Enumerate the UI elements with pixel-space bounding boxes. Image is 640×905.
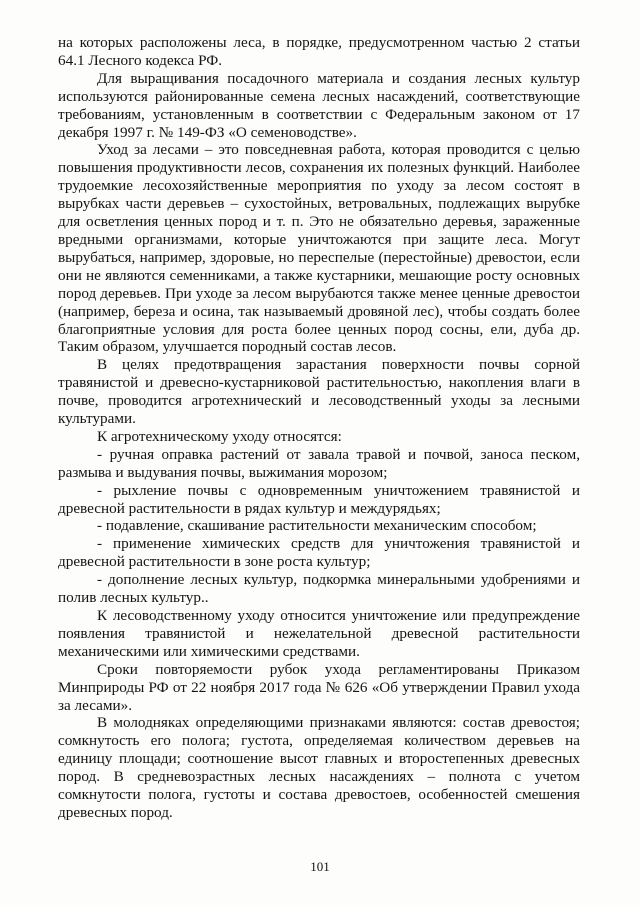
- paragraph: Уход за лесами – это повседневная работа, которая проводится с целью повышения продуктивности лесов, сохранения их полезных функций. Наиболее трудоемкие лесохозяйственные мероприятия по уходу за лесом состоят в вырубках части деревьев – сухостойных, ветровальных, подлежащих вырубке для осветления ценных пород и т. п. Это не обязательно деревья, зараженные вредными организмами, которые уничтожаются при защите леса. Могут вырубаться, например, здоровые, но переспелые (перестойные) древостои, если они не являются семенниками, а также кустарники, мешающие росту основных пород деревьев. При уходе за лесом вырубаются также менее ценные древостои (например, береза и осина, так называемый дровяной лес), чтобы создать более благоприятные условия для роста более ценных пород сосны, ели, дуба др. Таким образом, улучшается породный состав лесов.: [58, 141, 580, 356]
- paragraph: В целях предотвращения зарастания поверхности почвы сорной травянистой и древесно-кустарниковой растительностью, накопления влаги в почве, проводится агротехнический и лесоводственный уходы за лесными культурами.: [58, 356, 580, 428]
- paragraph: на которых расположены леса, в порядке, предусмотренном частью 2 статьи 64.1 Лесного кодекса РФ.: [58, 34, 580, 69]
- list-item: - дополнение лесных культур, подкормка минеральными удобрениями и полив лесных культур..: [58, 571, 580, 607]
- paragraph: Для выращивания посадочного материала и создания лесных культур используются районированные семена лесных насаждений, соответствующие требованиям, установленным в соответствии с Федеральным законом от 17 декабря 1997 г. № 149-ФЗ «О семеноводстве».: [58, 69, 580, 141]
- paragraph: К агротехническому уходу относятся:: [97, 427, 342, 445]
- paragraph: Сроки повторяемости рубок ухода регламентированы Приказом Минприроды РФ от 22 ноября 2017 года № 626 «Об утверждении Правил ухода за лесами».: [58, 660, 580, 714]
- list-item: - ручная оправка растений от завала травой и почвой, заноса песком, размыва и выдувания почвы, выжимания морозом;: [58, 445, 580, 481]
- list-item: - рыхление почвы с одновременным уничтожением травянистой и древесной растительности в рядах культур и междурядьях;: [58, 481, 580, 517]
- document-body: [58, 34, 580, 822]
- list-item: - применение химических средств для уничтожения травянистой и древесной растительности в зоне роста культур;: [58, 535, 580, 571]
- list-item: - подавление, скашивание растительности механическим способом;: [97, 517, 537, 535]
- paragraph: К лесоводственному уходу относится уничтожение или предупреждение появления травянистой и нежелательной древесной растительности механическими или химическими средствами.: [58, 607, 580, 660]
- page-number: 101: [310, 859, 330, 874]
- paragraph: В молодняках определяющими признаками являются: состав древостоя; сомкнутость его полога; густота, определяемая количеством деревьев на единицу площади; соотношение высот главных и второстепенных древесных пород. В средневозрастных лесных насаждениях – полнота с учетом сомкнутости полога, густоты и состава древостоев, особенностей смешения древесных пород.: [58, 714, 580, 821]
